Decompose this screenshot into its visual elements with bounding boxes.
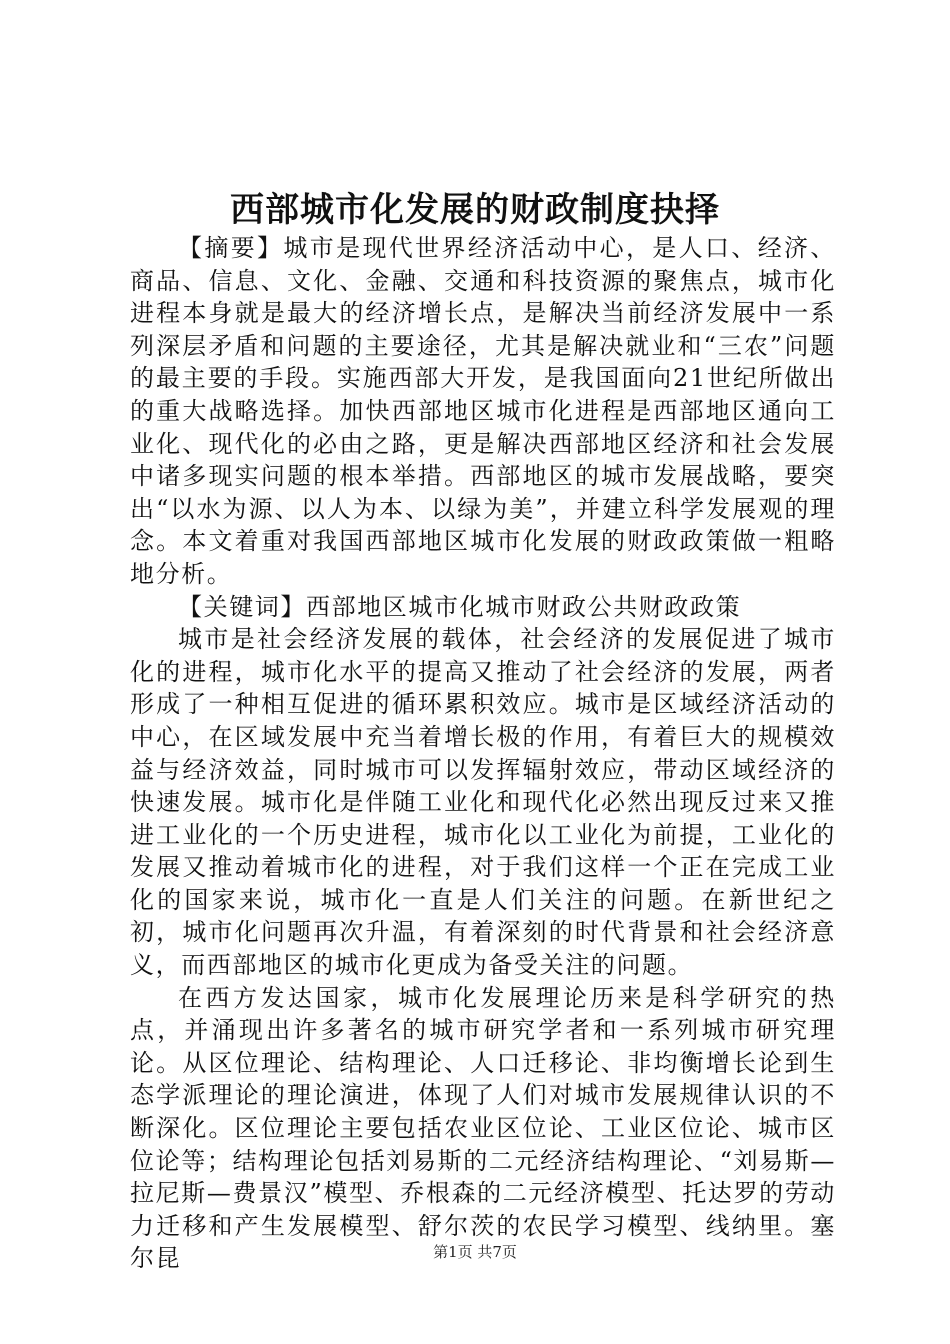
body-paragraph: 城市是社会经济发展的载体，社会经济的发展促进了城市化的进程，城市化水平的提高又推动了社会经济的发展，两者形成了一种相互促进的循环累积效应。城市是区域经济活动的中心，在区域发展中充当着增长极的作用，有着巨大的规模效益与经济效益，同时城市可以发挥辐射效应，带动区域经济的快速发展。城市化是伴随工业化和现代化必然出现反过来又推进工业化的一个历史进程，城市化以工业化为前提，工业化的发展又推动着城市化的进程，对于我们这样一个正在完成工业化的国家来说，城市化一直是人们关注的问题。在新世纪之初，城市化问题再次升温，有着深刻的时代背景和社会经济意义，而西部地区的城市化更成为备受关注的问题。 (130, 625, 836, 980)
document-title: 西部城市化发展的财政制度抉择 (230, 190, 720, 230)
keywords-paragraph: 【关键词】西部地区城市化城市财政公共财政政策 (178, 592, 742, 621)
abstract-paragraph: 【摘要】城市是现代世界经济活动中心，是人口、经济、商品、信息、文化、金融、交通和科技资源的聚焦点，城市化进程本身就是最大的经济增长点，是解决当前经济发展中一系列深层矛盾和问题的主要途径，尤其是解决就业和“三农”问题的最主要的手段。实施西部大开发，是我国面向21世纪所做出的重大战略选择。加快西部地区城市化进程是西部地区通向工业化、现代化的必由之路，更是解决西部地区经济和社会发展中诸多现实问题的根本举措。西部地区的城市发展战略，要突出“以水为源、以人为本、以绿为美”，并建立科学发展观的理念。本文着重对我国西部地区城市化发展的财政政策做一粗略地分析。 (130, 234, 836, 588)
document-body (130, 232, 836, 1275)
body-paragraph: 在西方发达国家，城市化发展理论历来是科学研究的热点，并涌现出许多著名的城市研究学者和一系列城市研究理论。从区位理论、结构理论、人口迁移论、非均衡增长论到生态学派理论的理论演进，体现了人们对城市发展规律认识的不断深化。区位理论主要包括农业区位论、工业区位论、城市区位论等；结构理论包括刘易斯的二元经济结构理论、“刘易斯—拉尼斯—费景汉”模型、乔根森的二元经济模型、托达罗的劳动力迁移和产生发展模型、舒尔茨的农民学习模型、线纳里。塞尔昆 (130, 983, 836, 1273)
page-number-footer: 第1页 共7页 (433, 1243, 517, 1261)
